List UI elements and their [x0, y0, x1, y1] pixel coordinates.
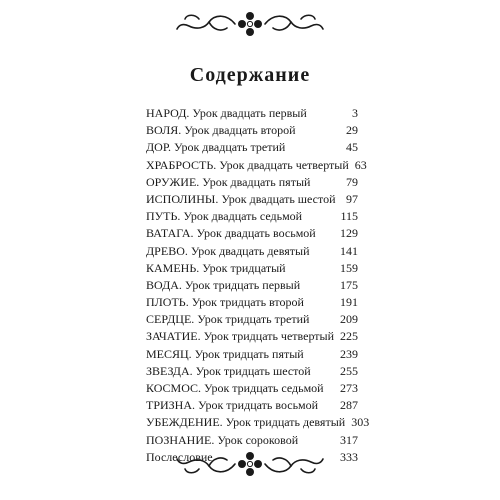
toc-entry-title: КАМЕНЬ. Урок тридцатый	[146, 260, 286, 275]
toc-entry	[146, 139, 358, 156]
toc-entry-page: 255	[340, 363, 358, 378]
toc-entry	[146, 397, 358, 414]
toc-entry-title: ВОЛЯ. Урок двадцать второй	[146, 123, 296, 138]
toc-entry	[146, 432, 358, 449]
toc-entry-title: ДОР. Урок двадцать третий	[146, 140, 286, 155]
toc-entry-title: ДРЕВО. Урок двадцать девятый	[146, 243, 310, 258]
table-of-contents	[146, 105, 370, 466]
toc-entry-title: ВАТАГА. Урок двадцать восьмой	[146, 226, 316, 241]
toc-entry-title: ОРУЖИЕ. Урок двадцать пятый	[146, 174, 311, 189]
toc-entry-page: 97	[346, 191, 358, 206]
toc-entry-page: 129	[340, 226, 358, 241]
toc-entry	[146, 105, 358, 122]
toc-entry-page: 45	[346, 140, 358, 155]
toc-entry	[146, 260, 358, 277]
toc-entry-page: 159	[340, 260, 358, 275]
toc-entry-page: 317	[340, 432, 358, 447]
toc-entry-page: 3	[352, 106, 358, 120]
toc-entry-page: 141	[340, 243, 358, 258]
page-title: Содержание	[189, 64, 311, 86]
toc-entry-title: ПОЗНАНИЕ. Урок сороковой	[146, 432, 299, 447]
toc-entry	[146, 363, 358, 380]
toc-entry-title: ПУТЬ. Урок двадцать седьмой	[146, 209, 303, 224]
toc-entry	[146, 414, 370, 431]
toc-entry-title: Послесловие	[146, 449, 213, 464]
toc-entry	[146, 191, 358, 208]
toc-entry	[146, 208, 358, 225]
toc-entry-page: 209	[340, 312, 358, 327]
toc-entry	[146, 157, 367, 174]
toc-entry	[146, 277, 358, 294]
toc-entry	[146, 243, 358, 260]
toc-entry-title: ТРИЗНА. Урок тридцать восьмой	[146, 398, 319, 413]
toc-entry	[146, 174, 358, 191]
toc-entry-page: 333	[340, 449, 358, 464]
toc-entry	[146, 294, 358, 311]
toc-entry-title: УБЕЖДЕНИЕ. Урок тридцать девятый	[146, 415, 346, 430]
toc-entry-page: 303	[351, 415, 370, 430]
toc-entry	[146, 311, 358, 328]
toc-entry	[146, 380, 358, 397]
toc-entry-page: 29	[346, 123, 358, 138]
toc-entry-title: МЕСЯЦ. Урок тридцать пятый	[146, 346, 304, 361]
toc-entry-page: 175	[340, 277, 358, 292]
bottom-flourish-icon	[175, 448, 325, 480]
toc-entry-page: 191	[340, 295, 358, 310]
top-flourish-icon	[175, 8, 325, 40]
toc-entry-page: 239	[340, 346, 358, 361]
toc-entry	[146, 122, 358, 139]
toc-entry-page: 225	[340, 329, 359, 344]
toc-entry	[146, 328, 358, 345]
toc-entry-title: КОСМОС. Урок тридцать седьмой	[146, 381, 324, 395]
toc-entry-page: 287	[340, 398, 358, 413]
toc-entry-title: ВОДА. Урок тридцать первый	[146, 277, 301, 292]
toc-entry-title: ИСПОЛИНЫ. Урок двадцать шестой	[146, 191, 336, 206]
toc-entry-page: 273	[340, 381, 358, 395]
toc-entry-title: ПЛОТЬ. Урок тридцать второй	[146, 295, 304, 310]
toc-entry-title: ЗВЕЗДА. Урок тридцать шестой	[146, 363, 311, 378]
toc-entry	[146, 225, 358, 242]
toc-entry-title: НАРОД. Урок двадцать первый	[146, 106, 307, 120]
toc-entry-title: ЗАЧАТИЕ. Урок тридцать четвертый	[146, 329, 335, 344]
toc-entry-page: 115	[340, 209, 358, 224]
toc-entry-title: СЕРДЦЕ. Урок тридцать третий	[146, 312, 310, 327]
toc-entry	[146, 346, 358, 363]
toc-entry-page: 79	[346, 174, 358, 189]
toc-entry-title: ХРАБРОСТЬ. Урок двадцать четвертый	[146, 157, 349, 172]
toc-entry-page: 63	[354, 157, 367, 172]
